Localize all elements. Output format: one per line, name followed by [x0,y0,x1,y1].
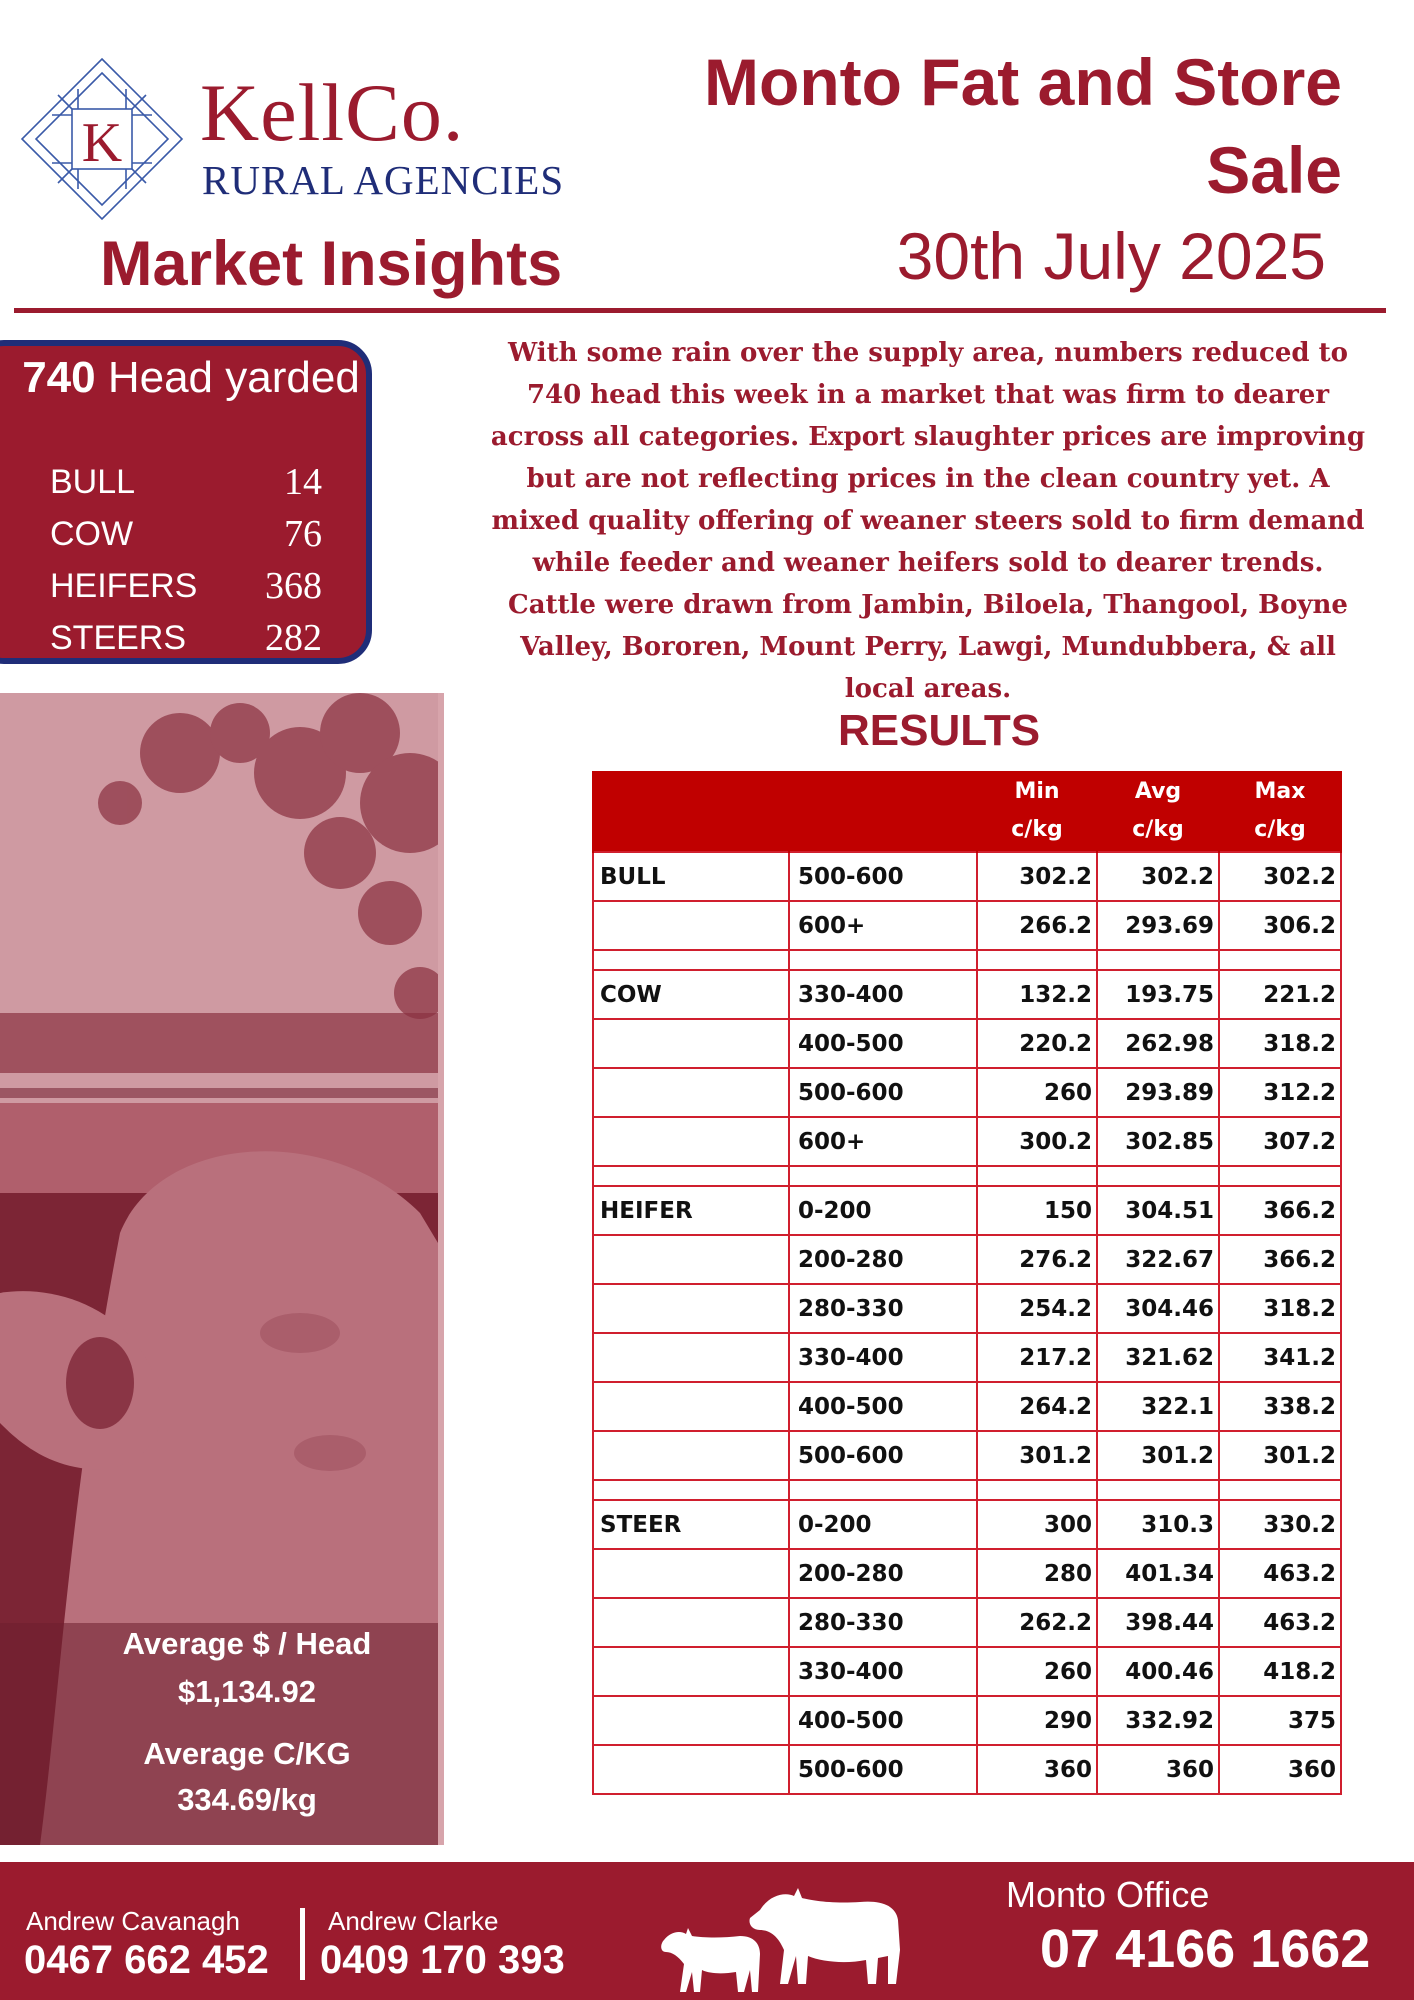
yarding-category-count: 76 [284,513,322,555]
category-cell [593,1598,789,1647]
max-price-cell: 306.2 [1219,901,1341,950]
category-cell [593,901,789,950]
table-spacer-cell [789,950,977,970]
max-price-cell: 463.2 [1219,1598,1341,1647]
table-spacer-row [593,1166,1341,1186]
category-cell [593,1647,789,1696]
weight-range-cell: 400-500 [789,1382,977,1431]
max-price-cell: 318.2 [1219,1284,1341,1333]
category-cell [593,1235,789,1284]
header-avg: Avg c/kg [1097,771,1219,852]
table-spacer-cell [593,1480,789,1500]
category-cell: STEER [593,1500,789,1549]
logo-subtitle: RURAL AGENCIES [202,157,565,203]
avg-price-cell: 400.46 [1097,1647,1219,1696]
yarding-summary-box [0,340,372,664]
min-price-cell: 290 [977,1696,1097,1745]
min-price-cell: 260 [977,1068,1097,1117]
min-price-cell: 264.2 [977,1382,1097,1431]
table-row [593,1745,1341,1794]
avg-price-cell: 302.2 [1097,852,1219,901]
category-cell [593,1745,789,1794]
footer-bar [0,1862,1414,2000]
min-price-cell: 132.2 [977,970,1097,1019]
avg-price-cell: 398.44 [1097,1598,1219,1647]
table-spacer-cell [977,1480,1097,1500]
cattle-photo-image [0,693,444,1845]
header-category [593,771,789,852]
category-cell [593,1117,789,1166]
max-price-cell: 301.2 [1219,1431,1341,1480]
table-row [593,1598,1341,1647]
min-price-cell: 254.2 [977,1284,1097,1333]
avg-price-cell: 401.34 [1097,1549,1219,1598]
category-cell [593,1382,789,1431]
category-cell: COW [593,970,789,1019]
weight-range-cell: 200-280 [789,1549,977,1598]
yarding-category-row [50,612,322,664]
table-row [593,1235,1341,1284]
min-price-cell: 302.2 [977,852,1097,901]
market-commentary: With some rain over the supply area, numbers reduced to 740 head this week in a market that was firm to dearer across all categories. Export slaughter prices are improving but are not reflecting prices in the clean country yet. A mixed quality offering of weaner steers sold to firm demand while feeder and weaner heifers sold to dearer trends. Cattle were drawn from Jambin, Biloela, Thangool, Boyne Valley, Bororen, Mount Perry, Lawgi, Mundubbera, & all local areas. [490,338,1366,704]
min-price-cell: 217.2 [977,1333,1097,1382]
table-row [593,852,1341,901]
max-price-cell: 360 [1219,1745,1341,1794]
table-row [593,1333,1341,1382]
max-price-cell: 366.2 [1219,1186,1341,1235]
office-phone[interactable]: 07 4166 1662 [1040,1919,1371,1979]
table-spacer-row [593,1480,1341,1500]
weight-range-cell: 600+ [789,1117,977,1166]
avg-price-cell: 360 [1097,1745,1219,1794]
category-cell [593,1431,789,1480]
min-price-cell: 300.2 [977,1117,1097,1166]
max-price-cell: 302.2 [1219,852,1341,901]
category-cell [593,1549,789,1598]
min-price-cell: 301.2 [977,1431,1097,1480]
yarding-category-label: STEERS [50,619,187,657]
max-price-cell: 338.2 [1219,1382,1341,1431]
min-price-cell: 266.2 [977,901,1097,950]
yarding-category-count: 14 [284,461,322,503]
min-price-cell: 262.2 [977,1598,1097,1647]
table-row [593,1019,1341,1068]
avg-price-cell: 304.51 [1097,1186,1219,1235]
contact-divider [300,1908,305,1980]
min-price-cell: 260 [977,1647,1097,1696]
table-spacer-cell [593,950,789,970]
table-spacer-cell [1219,1480,1341,1500]
table-row [593,1117,1341,1166]
min-price-cell: 220.2 [977,1019,1097,1068]
header-max: Max c/kg [1219,771,1341,852]
avg-price-cell: 310.3 [1097,1500,1219,1549]
table-row [593,1431,1341,1480]
results-table [592,771,1342,1795]
head-label: Head yarded [107,353,360,402]
table-spacer-cell [1219,1166,1341,1186]
weight-range-cell: 600+ [789,901,977,950]
yarding-category-row [50,560,322,612]
yarding-category-row [50,456,322,508]
weight-range-cell: 330-400 [789,970,977,1019]
header-divider [14,308,1386,313]
results-title: RESULTS [838,706,1041,755]
avg-price-cell: 332.92 [1097,1696,1219,1745]
category-cell [593,1284,789,1333]
weight-range-cell: 0-200 [789,1186,977,1235]
category-cell [593,1696,789,1745]
table-row [593,1500,1341,1549]
cattle-icon [660,1880,910,1998]
kellco-logo-mark [18,55,186,223]
average-per-head-label: Average $ / Head [122,1626,372,1661]
table-spacer-cell [789,1480,977,1500]
head-yarded-heading [0,354,406,402]
weight-range-cell: 280-330 [789,1284,977,1333]
weight-range-cell: 330-400 [789,1333,977,1382]
weight-range-cell: 500-600 [789,1431,977,1480]
min-price-cell: 276.2 [977,1235,1097,1284]
category-cell [593,1068,789,1117]
weight-range-cell: 280-330 [789,1598,977,1647]
max-price-cell: 375 [1219,1696,1341,1745]
section-title: Market Insights [100,229,563,299]
photo-edge-stripe [438,693,444,1845]
header-weight-range [789,771,977,852]
weight-range-cell: 200-280 [789,1235,977,1284]
avg-price-cell: 302.85 [1097,1117,1219,1166]
table-spacer-cell [1097,950,1219,970]
yarding-category-label: HEIFERS [50,567,198,605]
table-spacer-cell [1097,1166,1219,1186]
table-spacer-cell [977,950,1097,970]
avg-price-cell: 293.69 [1097,901,1219,950]
contact-name: Andrew Cavanagh [26,1906,240,1936]
avg-price-cell: 301.2 [1097,1431,1219,1480]
weight-range-cell: 500-600 [789,1745,977,1794]
min-price-cell: 300 [977,1500,1097,1549]
table-row [593,1696,1341,1745]
table-spacer-cell [977,1166,1097,1186]
category-cell [593,1333,789,1382]
weight-range-cell: 500-600 [789,852,977,901]
yarding-category-label: BULL [50,463,136,501]
avg-price-cell: 293.89 [1097,1068,1219,1117]
max-price-cell: 307.2 [1219,1117,1341,1166]
avg-price-cell: 321.62 [1097,1333,1219,1382]
contact-phone[interactable]: 0467 662 452 [24,1938,269,1982]
category-cell: BULL [593,852,789,901]
max-price-cell: 330.2 [1219,1500,1341,1549]
min-price-cell: 150 [977,1186,1097,1235]
avg-price-cell: 322.1 [1097,1382,1219,1431]
avg-price-cell: 262.98 [1097,1019,1219,1068]
table-spacer-cell [789,1166,977,1186]
avg-price-cell: 193.75 [1097,970,1219,1019]
results-header-row [593,771,1341,852]
avg-price-cell: 322.67 [1097,1235,1219,1284]
yarding-category-count: 282 [265,617,322,659]
weight-range-cell: 500-600 [789,1068,977,1117]
max-price-cell: 418.2 [1219,1647,1341,1696]
table-spacer-row [593,950,1341,970]
avg-price-cell: 304.46 [1097,1284,1219,1333]
min-price-cell: 360 [977,1745,1097,1794]
max-price-cell: 221.2 [1219,970,1341,1019]
cattle-photo [0,693,444,1845]
logo-monogram: K [81,112,123,174]
table-spacer-cell [593,1166,789,1186]
table-row [593,1549,1341,1598]
contact-name: Andrew Clarke [328,1906,499,1936]
table-row [593,1382,1341,1431]
table-spacer-cell [1097,1480,1219,1500]
weight-range-cell: 0-200 [789,1500,977,1549]
office-label: Monto Office [1006,1874,1210,1915]
yarding-category-count: 368 [265,565,322,607]
max-price-cell: 341.2 [1219,1333,1341,1382]
sale-date: 30th July 2025 [896,219,1326,293]
table-row [593,1647,1341,1696]
logo-wordmark: KellCo. [200,67,465,158]
weight-range-cell: 400-500 [789,1696,977,1745]
table-row [593,1186,1341,1235]
average-ckg-value: 334.69/kg [177,1782,317,1817]
table-spacer-cell [1219,950,1341,970]
header-min: Min c/kg [977,771,1097,852]
table-row [593,901,1341,950]
max-price-cell: 366.2 [1219,1235,1341,1284]
max-price-cell: 463.2 [1219,1549,1341,1598]
weight-range-cell: 400-500 [789,1019,977,1068]
contact-phone[interactable]: 0409 170 393 [320,1938,565,1982]
table-row [593,1068,1341,1117]
average-per-head-value: $1,134.92 [178,1674,316,1709]
sale-title: Monto Fat and Store Sale [704,45,1342,207]
yarding-category-label: COW [50,515,134,553]
table-row [593,1284,1341,1333]
min-price-cell: 280 [977,1549,1097,1598]
table-row [593,970,1341,1019]
head-count: 740 [22,353,96,402]
category-cell: HEIFER [593,1186,789,1235]
weight-range-cell: 330-400 [789,1647,977,1696]
yarding-category-row [50,508,322,560]
category-cell [593,1019,789,1068]
max-price-cell: 318.2 [1219,1019,1341,1068]
average-ckg-label: Average C/KG [143,1736,351,1771]
max-price-cell: 312.2 [1219,1068,1341,1117]
